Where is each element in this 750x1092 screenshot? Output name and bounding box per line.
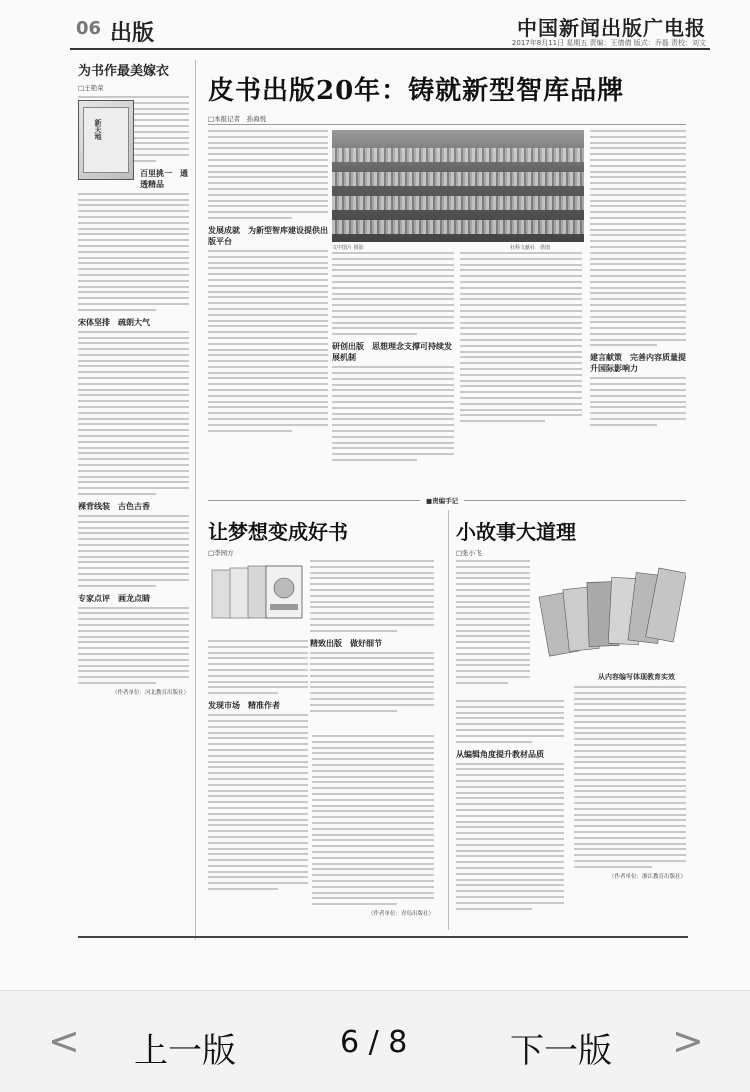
body-text: [208, 130, 328, 219]
article2-column-3: [312, 735, 434, 930]
main-column-1: [208, 130, 328, 470]
body-text: [78, 331, 189, 495]
body-text: [78, 607, 189, 684]
body-text: [590, 130, 686, 346]
main-column-4: [590, 130, 686, 470]
article3-column-1: [456, 560, 530, 700]
issue-info: 2017年8月11日 星期五 责编：王倩倩 版式：乔磊 责校：刘文: [511, 39, 706, 47]
left-article-title: 为书作最美嫁衣: [78, 64, 170, 79]
body-text: [312, 735, 434, 905]
chevron-right-icon[interactable]: >: [672, 1019, 704, 1063]
article2-footnote: （作者单位：青岛出版社）: [367, 911, 434, 918]
previous-page-button[interactable]: 上一版: [134, 1031, 236, 1071]
main-byline: □本报记者 孙海悦: [208, 115, 267, 123]
article3-column-3: [574, 686, 686, 930]
body-text: [78, 193, 189, 311]
photo-caption-right: 社科文献社 供图: [510, 245, 551, 251]
page-number-badge: 06: [76, 18, 102, 39]
photo-shelf: [332, 220, 584, 234]
body-text: [456, 560, 530, 684]
article3-subhead-1: 从编辑角度提升教材品质: [456, 749, 544, 759]
column-tag: ■责编手记: [420, 496, 464, 505]
book-set-image: [210, 560, 306, 624]
masthead: [70, 8, 710, 50]
column-rule: [448, 510, 449, 930]
next-page-button[interactable]: 下一版: [510, 1031, 612, 1071]
bottom-rule: [78, 936, 688, 938]
main-column-2: [332, 252, 454, 472]
left-article: [78, 60, 196, 940]
photo-shelf: [332, 172, 584, 186]
left-article-footnote: （作者单位：河北教育出版社）: [111, 689, 189, 696]
main-subhead-1: 发展成就 为新型智库建设提供出版平台: [208, 225, 328, 246]
main-headline: 皮书出版20年：铸就新型智库品牌: [208, 76, 625, 106]
article2-column-1: [310, 560, 434, 730]
page-navigation-bar: [0, 990, 750, 1092]
body-text: [208, 714, 308, 890]
main-subhead-3: 建言献策 完善内容质量提升国际影响力: [590, 353, 686, 374]
article3-footnote: （作者单位：浙江教育出版社）: [608, 873, 686, 880]
article3-headline: 小故事大道理: [456, 520, 576, 544]
body-text: [590, 377, 686, 425]
chevron-left-icon[interactable]: <: [48, 1019, 80, 1063]
section-title: 出版: [110, 20, 155, 46]
book-cover-frame: [83, 107, 129, 173]
body-text: [460, 252, 582, 422]
body-text: [332, 252, 454, 335]
photo-shelf: [332, 196, 584, 210]
article2-subhead-2: 精致出版 做好细节: [310, 638, 382, 648]
body-text: [456, 700, 564, 743]
body-text: [208, 250, 328, 432]
body-text: [78, 515, 189, 587]
body-text: [208, 640, 308, 694]
divider-line: [208, 124, 686, 125]
left-subhead-3: 裸背线装 古色古香: [78, 502, 150, 512]
page-indicator: 6 / 8: [340, 1025, 408, 1060]
bookshelf-photo: [332, 130, 584, 242]
article3-byline: □张小飞: [456, 549, 482, 557]
main-column-3: [460, 252, 582, 472]
body-text: [574, 686, 686, 868]
body-text: [332, 366, 454, 461]
paper-name-logo: 中国新闻出版广电报: [517, 16, 706, 40]
body-text: [310, 652, 434, 712]
left-article-byline: □王艳荣: [78, 84, 104, 92]
left-subhead-1: 百里挑一 通透精品: [140, 168, 188, 189]
photo-caption-left: 文中图片 摄影: [332, 245, 364, 251]
article2-subhead-1: 发现市场 精准作者: [208, 701, 280, 711]
photo-shelf: [332, 148, 584, 162]
main-subhead-2: 研创出版 思想理念支撑可持续发展机制: [332, 342, 452, 363]
left-subhead-2: 宋体坚排 疏朗大气: [78, 317, 150, 327]
article2-headline: 让梦想变成好书: [208, 520, 348, 544]
picture-books-image: [538, 560, 686, 668]
body-text: [456, 763, 564, 910]
article2-column-2: [208, 640, 308, 930]
body-text: [310, 560, 434, 632]
article3-column-2: [456, 700, 564, 930]
left-subhead-4: 专家点评 画龙点睛: [78, 593, 150, 603]
book-cover-image: [78, 100, 134, 180]
book-cover-title: 新天地: [94, 119, 102, 140]
article2-byline: □李园方: [208, 549, 234, 557]
article3-image-caption: 从内容编写体现教育实效: [598, 673, 675, 681]
